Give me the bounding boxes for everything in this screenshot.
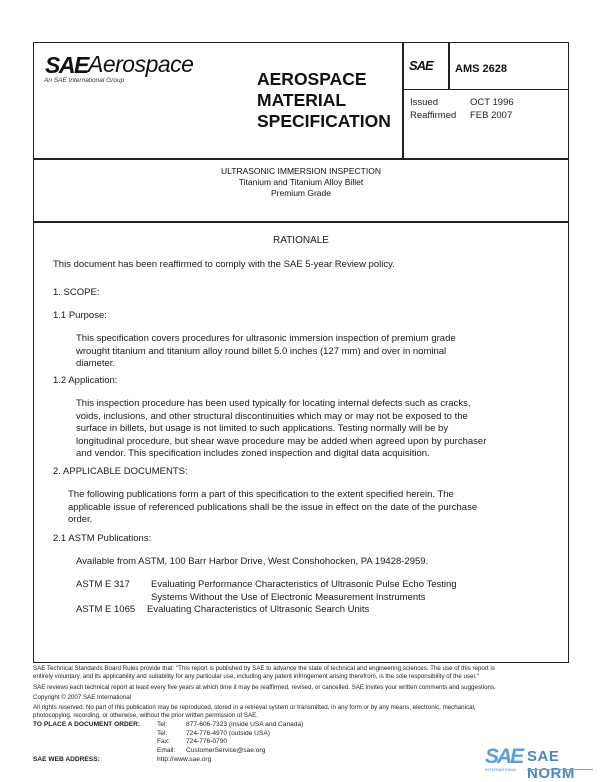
- text-line: SAE Technical Standards Board Rules provide that: "This report is published by SAE to advance the state of technical and engineering sciences. The use of this report is: [33, 665, 495, 672]
- text-line: longitudinal procedure, but shear wave procedure may be added when agreed upon by purchaser: [76, 435, 487, 447]
- rationale-text: This document has been reaffirmed to comply with the SAE 5-year Review policy.: [53, 259, 395, 270]
- document-dates: [410, 96, 514, 122]
- contact-values: [186, 721, 303, 755]
- document-type-title: [257, 69, 391, 132]
- astm-availability: Available from ASTM, 100 Barr Harbor Drive, West Conshohocken, PA 19428-2959.: [76, 556, 429, 567]
- astm-ref-code: ASTM E 1065: [76, 604, 136, 615]
- section-1-1-text: [76, 333, 456, 371]
- norm-sae-mark: SAE: [485, 745, 523, 768]
- section-1-heading: 1. SCOPE:: [53, 287, 100, 298]
- section-2-text: [68, 489, 477, 527]
- text-line: All rights reserved. No part of this publication may be reproduced, stored in a retrieval system or transmitted, in any form or by any means, electronic, mechanical,: [33, 704, 476, 711]
- astm-ref-title: Evaluating Characteristics of Ultrasonic Search Units: [147, 604, 370, 615]
- issued-date: OCT 1996: [470, 97, 514, 108]
- logo-tagline: An SAE International Group: [44, 77, 125, 84]
- logo-brand: SAE: [45, 52, 88, 78]
- astm-ref-title: [151, 579, 457, 604]
- section-1-2-text: [76, 398, 486, 461]
- text-line: The following publications form a part of this specification to the extent specified herein. The: [68, 489, 454, 500]
- header-divider-left: [402, 42, 404, 159]
- reaffirmed-date: FEB 2007: [470, 110, 513, 121]
- doc-type-line: AEROSPACE: [257, 69, 367, 89]
- text-line: wrought titanium and titanium alloy round billet 5.0 inches (127 mm) and over in nominal: [76, 345, 447, 357]
- text-line: photocopying, recording, or otherwise, without the prior written permission of SAE.: [33, 712, 258, 719]
- header-divider-sae: [448, 42, 450, 89]
- text-line: This inspection procedure has been used typically for locating internal defects such as cracks,: [76, 398, 471, 409]
- subject-bottom-line: [33, 221, 569, 223]
- copyright: Copyright © 2007 SAE International: [33, 694, 132, 701]
- norm-intl: INTERNATIONAL: [485, 767, 517, 772]
- header-row-divider: [402, 89, 569, 90]
- contact-labels: [157, 721, 175, 755]
- text-line: Evaluating Performance Characteristics of Ultrasonic Pulse Echo Testing: [151, 579, 457, 590]
- review-notice: SAE reviews each technical report at least every five years at which time it may be reaffirmed, revised, or cancelled. SAE invites your written comments and suggestions.: [33, 684, 496, 691]
- contact-label: Tel:: [157, 721, 168, 728]
- norm-text: SAE NORM: [527, 748, 575, 782]
- section-2-1-heading: 2.1 ASTM Publications:: [53, 533, 152, 544]
- tsb-notice: [33, 665, 573, 681]
- issued-label: Issued: [410, 97, 438, 108]
- contact-label: Tel:: [157, 729, 168, 737]
- text-line: This specification covers procedures for ultrasonic immersion inspection of premium grade: [76, 333, 456, 344]
- contact-label: Email:: [157, 746, 176, 754]
- reaffirmed-label: Reaffirmed: [410, 110, 457, 121]
- text-line: and vendor. This specification includes zoned inspection and digital data acquisition.: [76, 448, 430, 459]
- contact-label: Fax:: [157, 738, 170, 746]
- text-line: entirely voluntary, and its applicability and suitability for any particular use, including any patent infringement arising therefrom, is the sole responsibility of the user.": [33, 673, 480, 680]
- email-link[interactable]: CustomerService@sae.org: [186, 746, 266, 754]
- text-line: voids, inclusions, and other structural discontinuities which may or may not be exposed to the: [76, 410, 468, 422]
- phone-outside-usa: 724-776-4970 (outside USA): [186, 729, 270, 737]
- subject-title: ULTRASONIC IMMERSION INSPECTION: [221, 166, 381, 176]
- logo-word: Aerospace: [88, 51, 194, 77]
- subject-block: [34, 166, 568, 199]
- rights-notice: [33, 704, 573, 720]
- sae-mark-logo: SAE: [409, 58, 433, 73]
- header-bottom-line: [33, 158, 569, 160]
- doc-type-line: MATERIAL: [257, 90, 347, 110]
- norm-divider: [527, 769, 593, 770]
- phone-inside-usa: 877-606-7323 (inside USA and Canada): [186, 721, 304, 728]
- section-1-2-heading: 1.2 Application:: [53, 375, 118, 386]
- text-line: diameter.: [76, 358, 116, 369]
- order-label: TO PLACE A DOCUMENT ORDER:: [33, 721, 141, 728]
- text-line: order.: [68, 514, 93, 525]
- text-line: surface in billets, but usage is not limited to such applications. Testing normally will be by: [76, 423, 449, 434]
- web-address-link[interactable]: http://www.sae.org: [157, 756, 212, 763]
- text-line: Systems Without the Use of Electronic Measurement Instruments: [151, 591, 426, 603]
- rationale-heading: RATIONALE: [273, 235, 329, 246]
- section-2-heading: 2. APPLICABLE DOCUMENTS:: [53, 466, 188, 477]
- doc-type-line: SPECIFICATION: [257, 111, 391, 131]
- subject-line: Titanium and Titanium Alloy Billet: [238, 177, 364, 187]
- subject-line: Premium Grade: [271, 188, 331, 198]
- text-line: applicable issue of referenced publications shall be the issue in effect on the date of the purchase: [68, 501, 478, 513]
- web-label: SAE WEB ADDRESS:: [33, 756, 100, 763]
- document-number: AMS 2628: [455, 63, 507, 75]
- fax-number: 724-776-0790: [186, 738, 228, 746]
- section-1-1-heading: 1.1 Purpose:: [53, 310, 107, 321]
- astm-ref-code: ASTM E 317: [76, 579, 130, 590]
- sae-norm-logo: [485, 745, 600, 782]
